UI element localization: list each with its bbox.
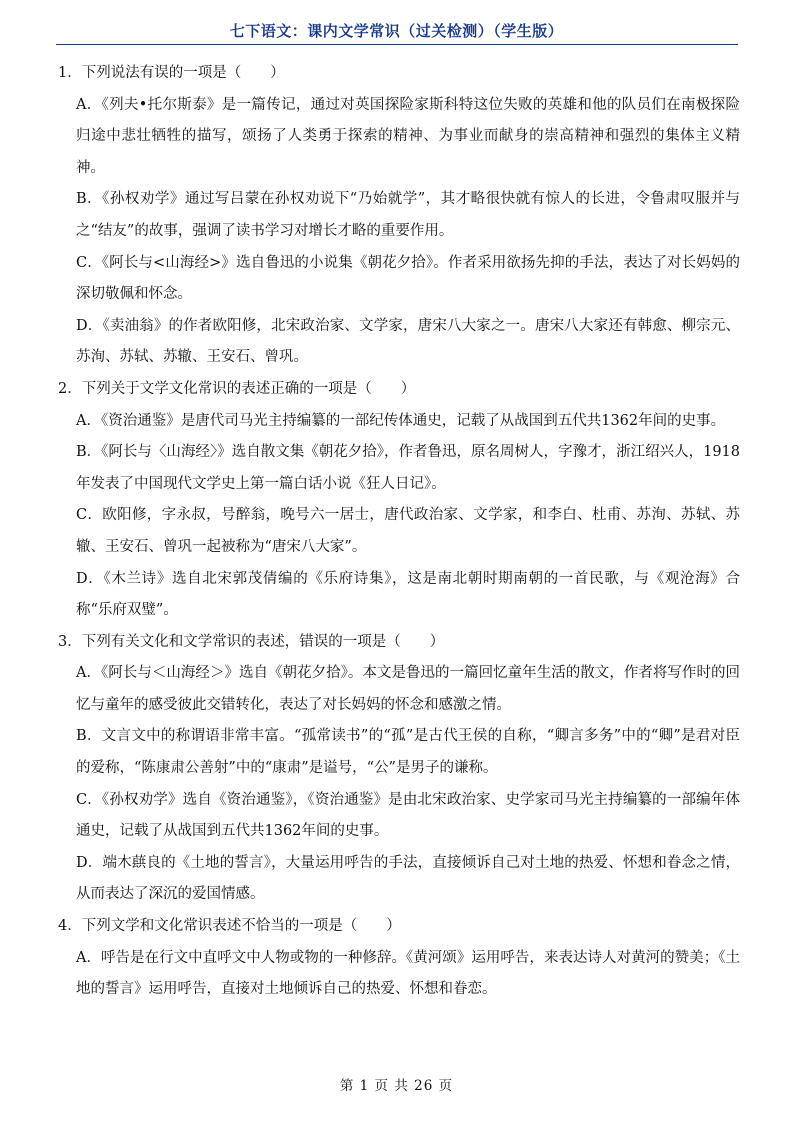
option-d: D．端木蕻良的《土地的誓言》，大量运用呼告的手法，直接倾诉自己对土地的热爱、怀想和眷念之情，从而表达了深沉的爱国情感。 — [76, 854, 740, 903]
option-d: D．《卖油翁》的作者欧阳修，北宋政治家、文学家，唐宋八大家之一。唐宋八大家还有韩愈、柳宗元、苏洵、苏轼、苏辙、王安石、曾巩。 — [76, 317, 740, 366]
option-a: A．呼告是在行文中直呼文中人物或物的一种修辞。《黄河颂》运用呼告，来表达诗人对黄河的赞美；《土地的誓言》运用呼告，直接对土地倾诉自己的热爱、怀想和眷恋。 — [76, 949, 740, 998]
option-a: A．《阿长与＜山海经＞》选自《朝花夕拾》。本文是鲁迅的一篇回忆童年生活的散文，作者将写作时的回忆与童年的感受彼此交错转化，表达了对长妈妈的怀念和感激之情。 — [76, 665, 740, 713]
option-c: C．欧阳修，字永叔，号醉翁，晚号六一居士，唐代政治家、文学家，和李白、杜甫、苏洵、苏轼、苏辙、王安石、曾巩一起被称为“唐宋八大家”。 — [76, 507, 740, 555]
option-d: D．《木兰诗》选自北宋郭茂倩编的《乐府诗集》，这是南北朝时期南朝的一首民歌，与《观沧海》合称“乐府双璧”。 — [76, 570, 740, 619]
page-number: 第 1 页 共 26 页 — [339, 1078, 454, 1094]
question-3 — [56, 627, 740, 911]
question-stem: 3．下列有关文化和文学常识的表述，错误的一项是（ ） — [58, 633, 445, 650]
option-c: C．《阿长与<山海经>》选自鲁迅的小说集《朝花夕拾》。作者采用欲扬先抑的手法，表达了对长妈妈的深切敬佩和怀念。 — [76, 254, 740, 303]
option-a: A．《资治通鉴》是唐代司马光主持编纂的一部纪传体通史，记载了从战国到五代共1362年间的史事。 — [76, 412, 726, 429]
question-1 — [56, 58, 740, 374]
option-c: C．《孙权劝学》选自《资治通鉴》，《资治通鉴》是由北宋政治家、史学家司马光主持编纂的一部编年体通史，记载了从战国到五代共1362年间的史事。 — [76, 791, 740, 840]
question-stem: 2．下列关于文学文化常识的表述正确的一项是（ ） — [58, 380, 416, 397]
question-4 — [56, 911, 740, 1006]
question-2 — [56, 374, 740, 627]
option-a: A．《列夫•托尔斯泰》是一篇传记，通过对英国探险家斯科特这位失败的英雄和他的队员们在南极探险归途中悲壮牺牲的描写，颂扬了人类勇于探索的精神、为事业而献身的崇高精神和强烈的集体主义精神。 — [76, 96, 740, 176]
question-stem: 1．下列说法有误的一项是（ ） — [58, 65, 285, 81]
option-b: B．《孙权劝学》通过写吕蒙在孙权劝说下“乃始就学”，其才略很快就有惊人的长进，令鲁肃叹服并与之“结友”的故事，强调了读书学习对增长才略的重要作用。 — [76, 191, 740, 239]
question-stem: 4．下列文学和文化常识表述不恰当的一项是（ ） — [58, 918, 401, 935]
title-underline — [56, 44, 738, 45]
document-title: 七下语文：课内文学常识（过关检测）（学生版） — [229, 22, 564, 40]
option-b: B．《阿长与〈山海经〉》选自散文集《朝花夕拾》，作者鲁迅，原名周树人，字豫才，浙江绍兴人，1918年发表了中国现代文学史上第一篇白话小说《狂人日记》。 — [76, 444, 740, 492]
question-list — [56, 58, 740, 1006]
option-b: B．文言文中的称谓语非常丰富。“孤常读书”的“孤”是古代王侯的自称，“卿言多务”中的“卿”是君对臣的爱称，“陈康肃公善射”中的“康肃”是谥号，“公”是男子的谦称。 — [76, 728, 740, 777]
